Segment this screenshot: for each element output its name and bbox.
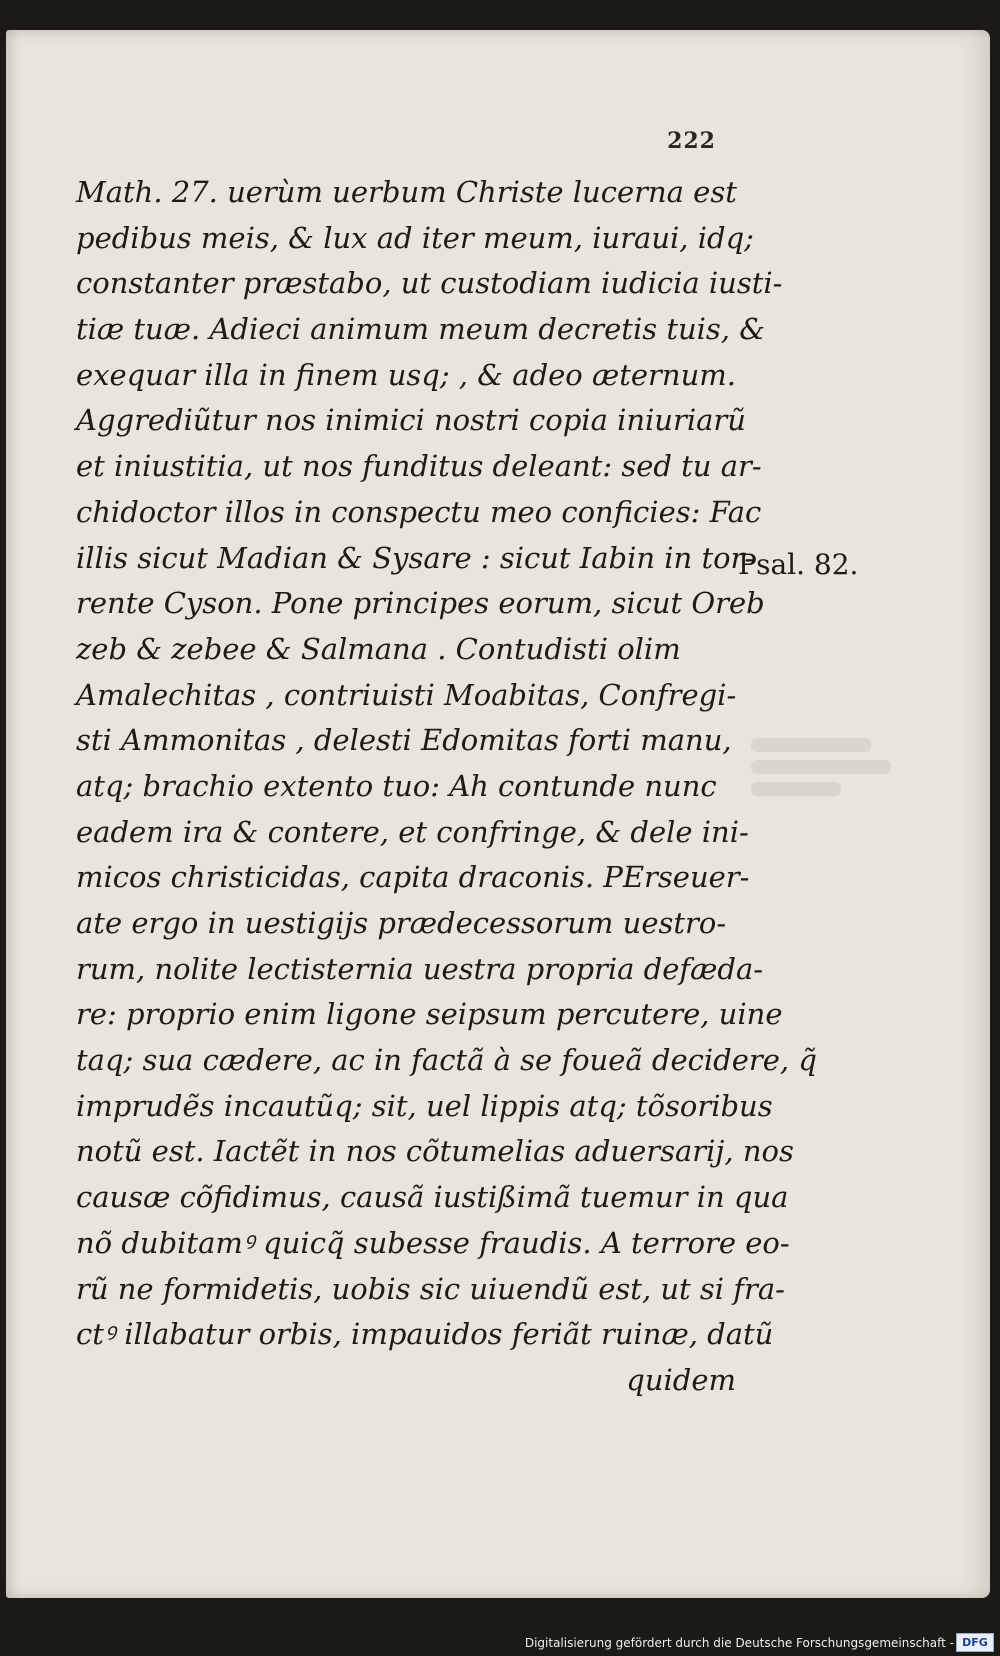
text-line-12: Amalechitas , contriuisti Moabitas, Confregi- <box>76 677 737 712</box>
text-line-8: chidoctor illos in conspectu meo conficies: Fac <box>76 494 762 529</box>
text-line-19: re: proprio enim ligone seipsum percutere, uine <box>76 997 783 1032</box>
text-line-14: atq; brachio extento tuo: Ah contunde nunc <box>76 768 717 803</box>
dfg-logo: DFG <box>956 1633 994 1652</box>
text-line-3: constanter præstabo, ut custodiam iudicia iusti- <box>76 266 783 301</box>
book-page <box>6 30 990 1598</box>
text-line-9: illis sicut Madian & Sysare : sicut Iabin in tor- <box>76 540 755 575</box>
text-line-11: zeb & zebee & Salmana . Contudisti olim <box>76 631 681 666</box>
text-line-24: nõ dubitamꝰ quicq̃ subesse fraudis. A terrore eo- <box>76 1225 790 1260</box>
text-line-10: rente Cyson. Pone principes eorum, sicut Oreb <box>76 586 765 621</box>
text-line-1: Math. 27. uerùm uerbum Christe lucerna est <box>76 175 737 209</box>
text-line-23: causæ cõfidimus, causã iustißimã tuemur in qua <box>76 1180 789 1215</box>
text-line-25: rũ ne formidetis, uobis sic uiuendũ est, ut si fra- <box>76 1271 785 1306</box>
show-through-bleed <box>751 730 901 820</box>
text-line-21: imprudẽs incautũq; sit, uel lippis atq; tõsoribus <box>76 1088 773 1123</box>
text-line-5: exequar illa in finem usq; , & adeo æternum. <box>76 357 736 392</box>
text-line-13: sti Ammonitas , delesti Edomitas forti manu, <box>76 723 732 758</box>
marginal-note: Psal. 82. <box>738 548 859 581</box>
catchword: quidem <box>626 1362 736 1397</box>
text-line-7: et iniustitia, ut nos funditus deleant: sed tu ar- <box>76 449 762 484</box>
text-line-2: pedibus meis, & lux ad iter meum, iuraui, idq; <box>76 220 754 255</box>
digitization-credit: Digitalisierung gefördert durch die Deutsche Forschungsgemeinschaft - <box>524 1636 954 1650</box>
page-number: 222 <box>667 128 716 154</box>
text-line-6: Aggrediũtur nos inimici nostri copia iniuriarũ <box>76 403 746 438</box>
text-line-20: taq; sua cædere, ac in factã à se foueã decidere, q̃ <box>76 1043 817 1078</box>
text-line-17: ate ergo in uestigijs prædecessorum uestro- <box>76 906 727 940</box>
text-line-26: ctꝰ illabatur orbis, impauidos feriãt ruinæ, datũ <box>76 1317 774 1352</box>
text-line-16: micos christicidas, capita draconis. PErseuer- <box>76 860 750 895</box>
text-line-15: eadem ira & contere, et confringe, & dele ini- <box>76 814 749 849</box>
text-line-18: rum, nolite lectisternia uestra propria defæda- <box>76 951 764 986</box>
text-line-22: notũ est. Iactẽt in nos cõtumelias aduersarij, nos <box>76 1134 794 1169</box>
text-line-4: tiæ tuæ. Adieci animum meum decretis tuis, & <box>76 312 766 347</box>
